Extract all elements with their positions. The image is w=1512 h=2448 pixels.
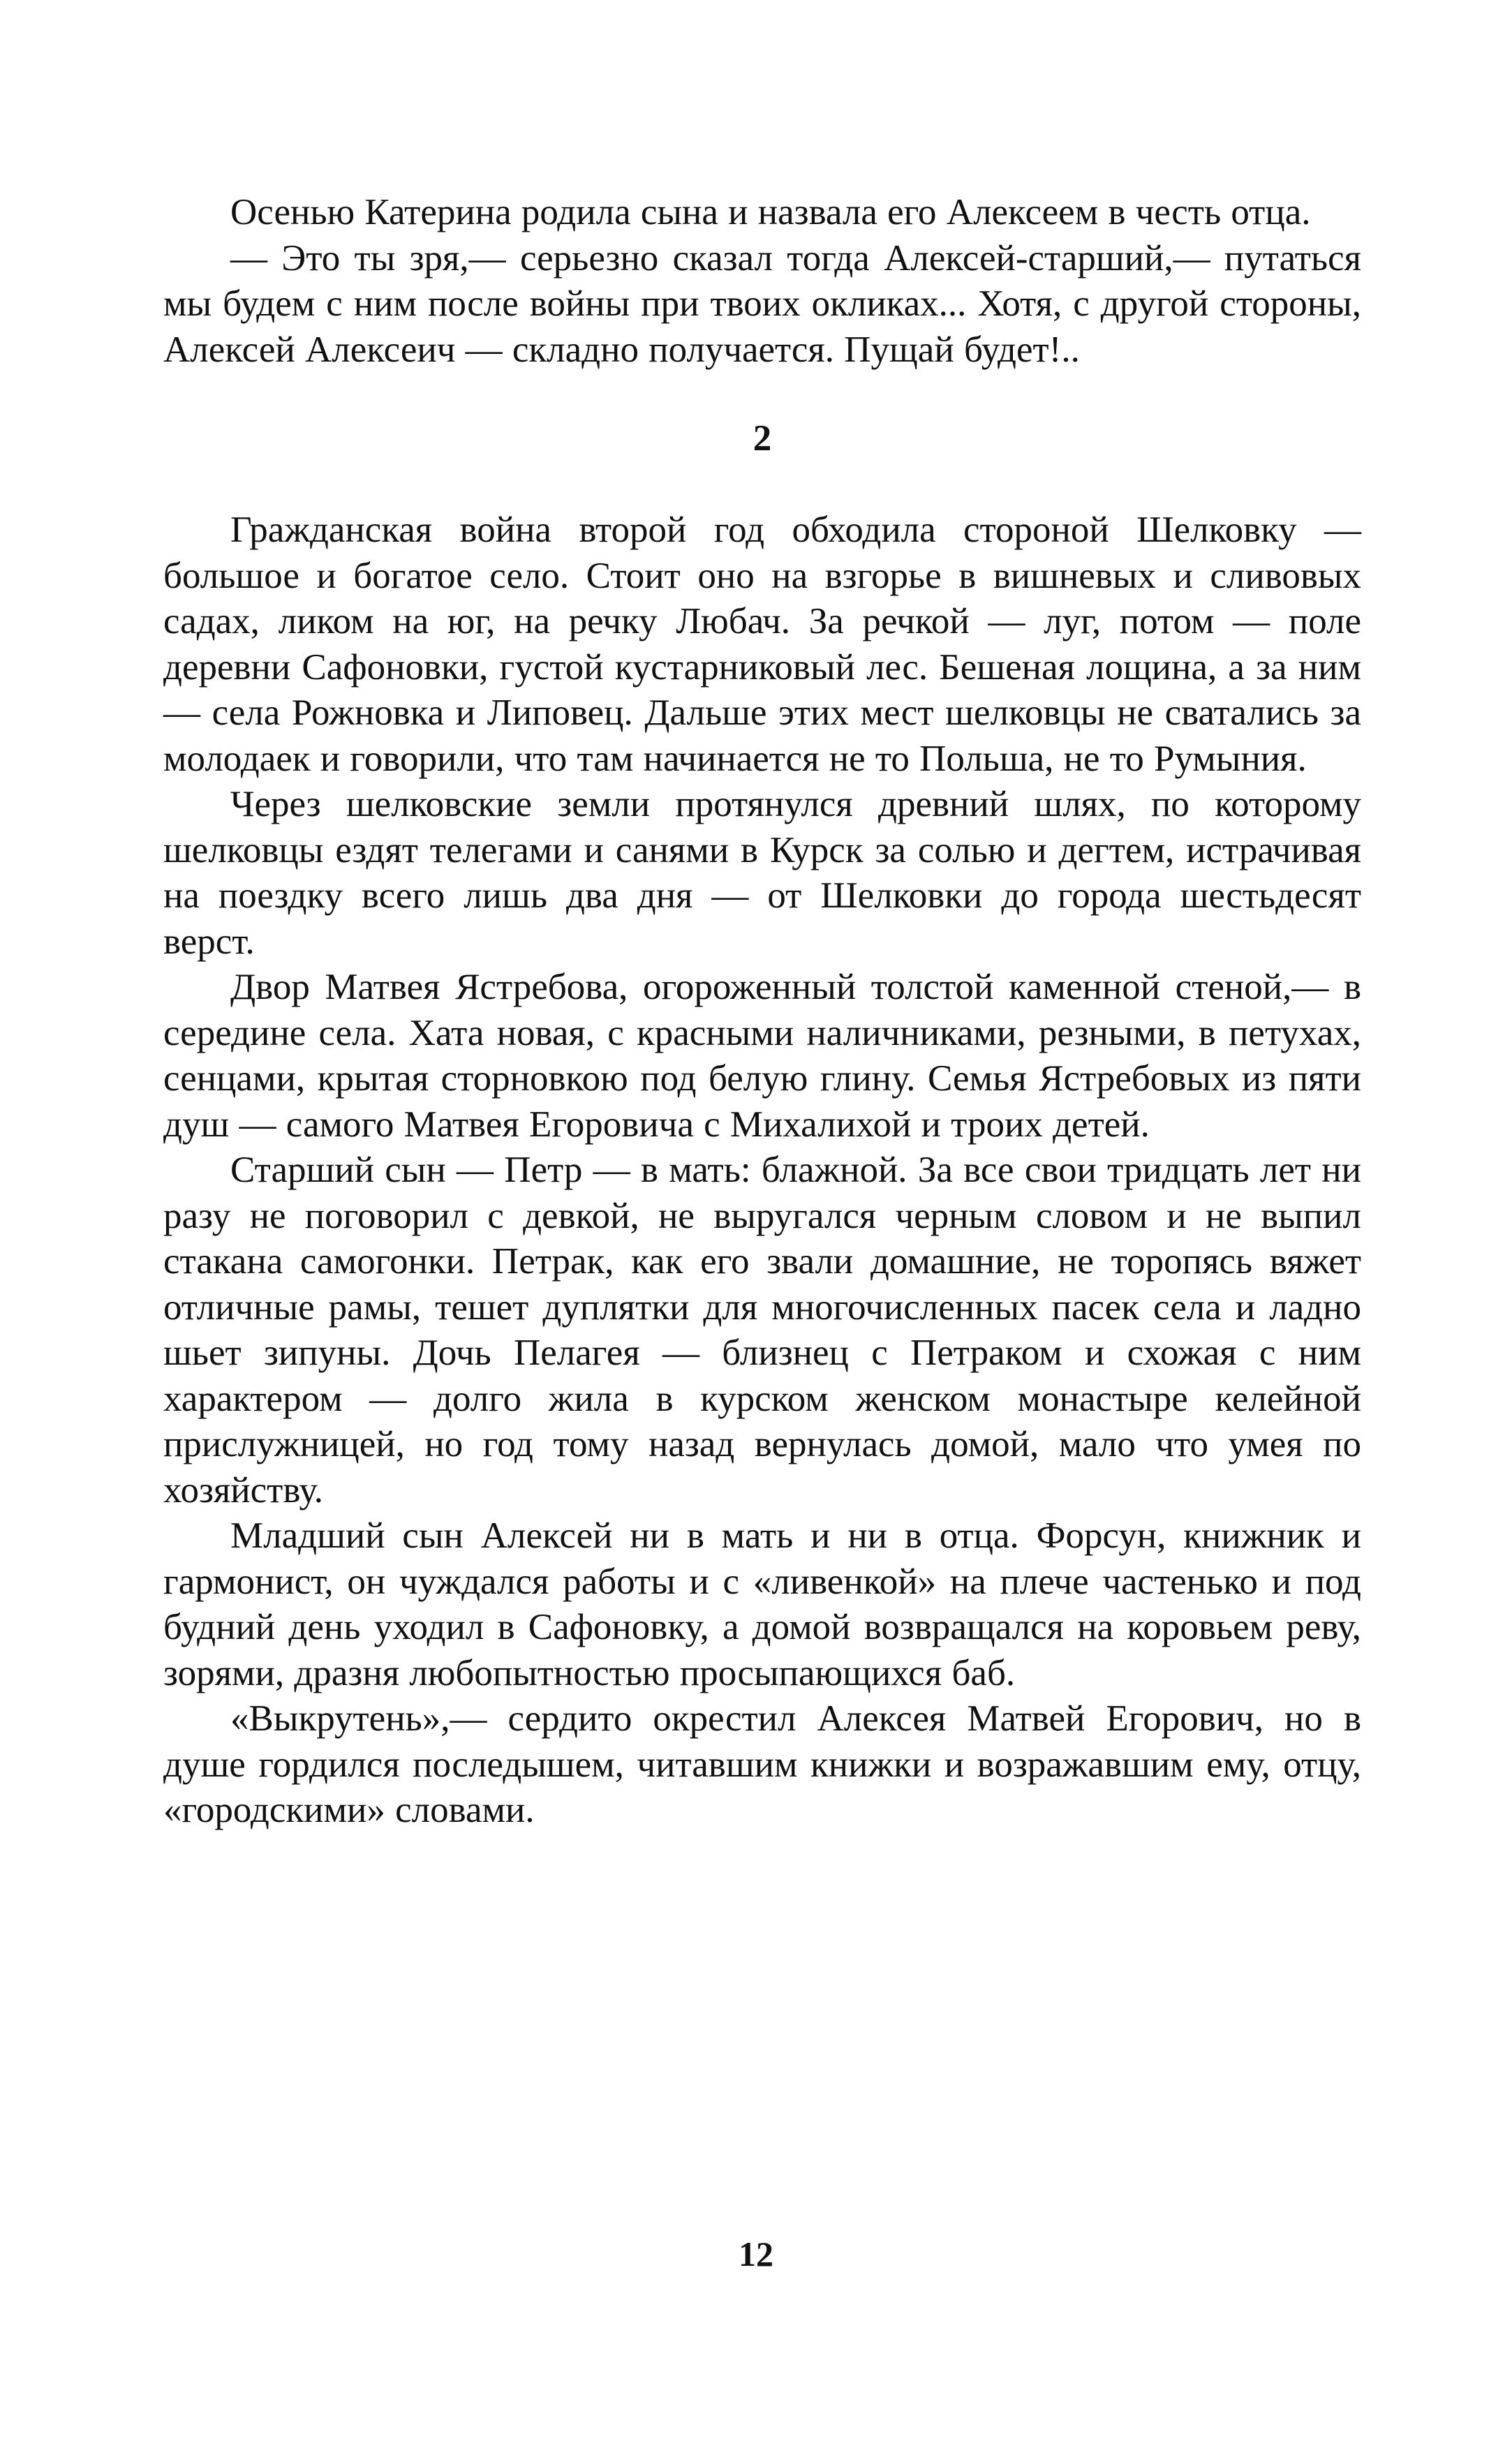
paragraph: — Это ты зря,— серьезно сказал тогда Алексей-старший,— путаться мы будем с ним после войны при твоих окликах... Хотя, с другой стороны, Алексей Алексеич — складно получается. Пущай будет!.. bbox=[163, 237, 1361, 370]
page-text bbox=[163, 190, 1361, 1834]
paragraph: Старший сын — Петр — в мать: блажной. За все свои тридцать лет ни разу не поговорил с девкой, не выругался черным словом и не выпил стакана самогонки. Петрак, как его звали домашние, не торопясь вяжет отличные рамы, тешет дуплятки для многочисленных пасек села и ладно шьет зипуны. Дочь Пелагея — близнец с Петраком и схожая с ним характером — долго жила в курском женском монастыре келейной прислужницей, но год тому назад вернулась домой, мало что умея по хозяйству. bbox=[163, 1150, 1361, 1511]
paragraph: Через шелковские земли протянулся древний шлях, по которому шелковцы ездят телегами и санями в Курск за солью и дегтем, истрачивая на поездку всего лишь два дня — от Шелковки до города шестьдесят верст. bbox=[163, 784, 1361, 962]
paragraph: Младший сын Алексей ни в мать и ни в отца. Форсун, книжник и гармонист, он чуждался работы и с «ливенкой» на плече частенько и под будний день уходил в Сафоновку, а домой возвращался на коровьем реву, зорями, дразня любопытностью просыпающихся баб. bbox=[163, 1515, 1361, 1693]
page-number: 12 bbox=[739, 2234, 773, 2273]
paragraph: Осенью Катерина родила сына и назвала его Алексеем в честь отца. bbox=[230, 192, 1311, 232]
paragraph: «Выкрутень»,— сердито окрестил Алексея Матвей Егорович, но в душе гордился последышем, читавшим книжки и возражавшим ему, отцу, «городскими» словами. bbox=[163, 1698, 1361, 1830]
paragraph: Двор Матвея Ястребова, огороженный толстой каменной стеной,— в середине села. Хата новая, с красными наличниками, резными, в петухах, сенцами, крытая сторновкою под белую глину. Семья Ястребовых из пяти душ — самого Матвея Егоровича с Михалихой и троих детей. bbox=[163, 967, 1361, 1145]
paragraph: Гражданская война второй год обходила стороной Шелковку — большое и богатое село. Стоит оно на взгорье в вишневых и сливовых садах, ликом на юг, на речку Любач. За речкой — луг, потом — поле деревни Сафоновки, густой кустарниковый лес. Бешеная лощина, а за ним — села Рожновка и Липовец. Дальше этих мест шелковцы не сватались за молодаек и говорили, что там начинается не то Польша, не то Румыния. bbox=[163, 510, 1361, 779]
chapter-number: 2 bbox=[753, 418, 772, 459]
